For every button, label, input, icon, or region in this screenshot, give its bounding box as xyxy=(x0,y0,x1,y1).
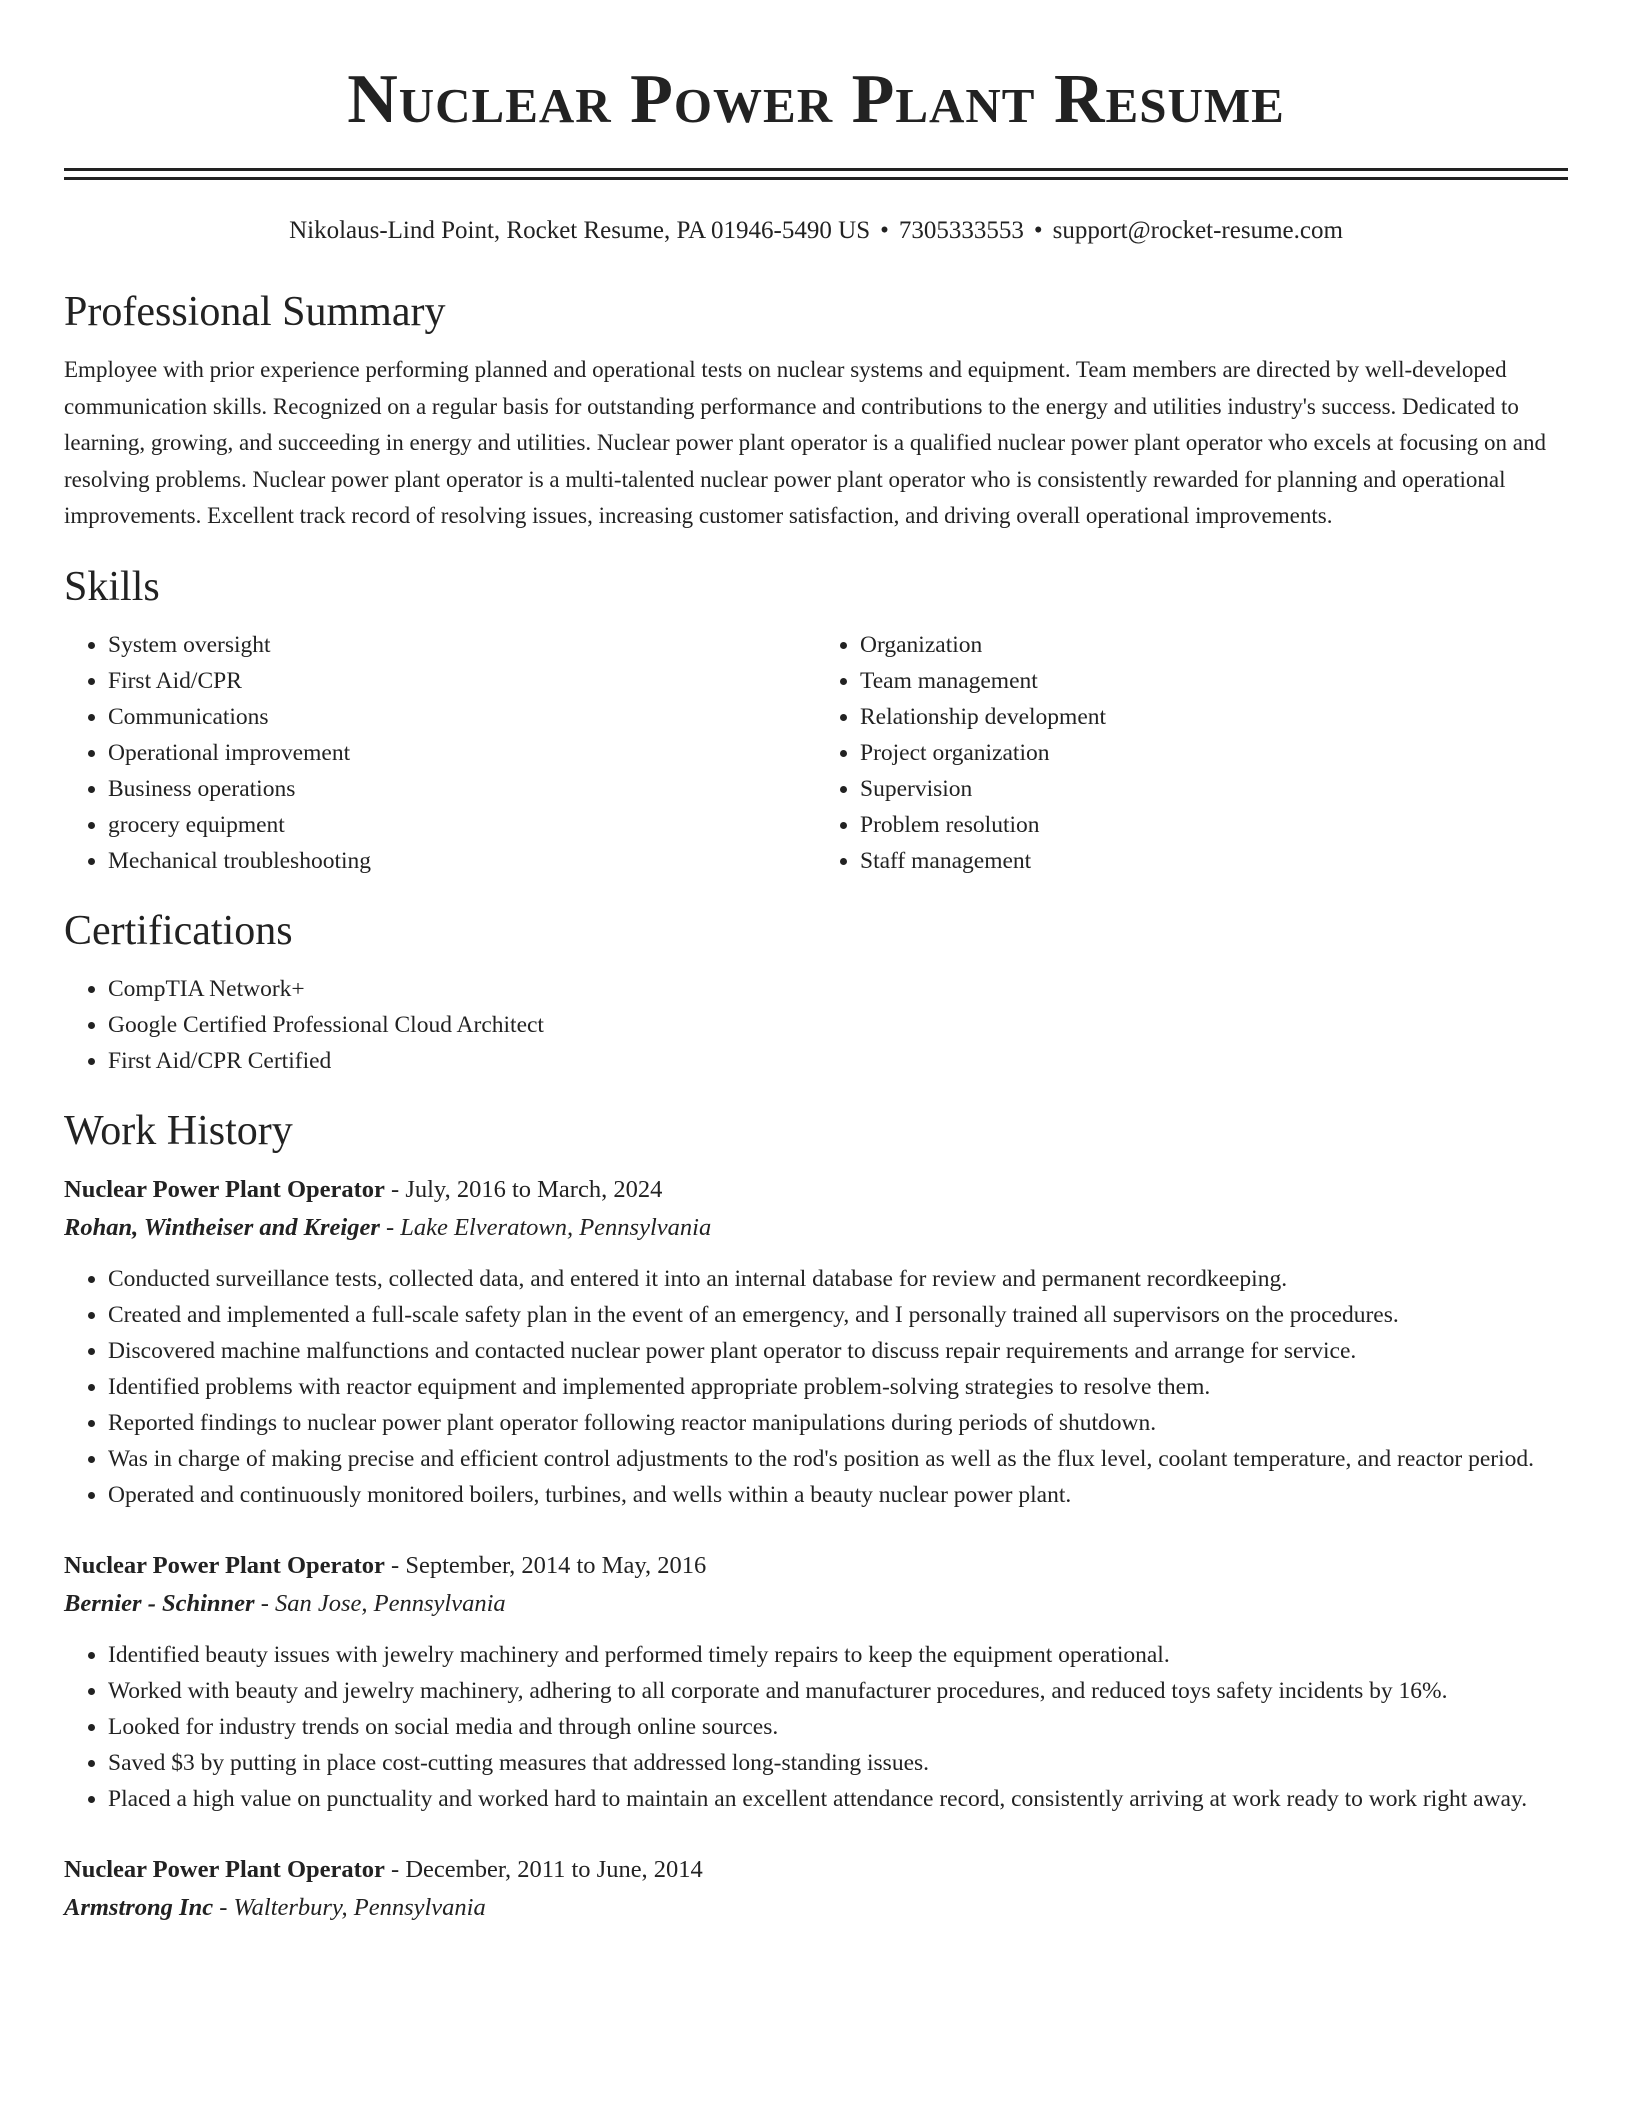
contact-phone: 7305333553 xyxy=(898,217,1024,244)
job-employer-line xyxy=(64,1209,1568,1247)
job-entry xyxy=(64,1547,1568,1817)
job-employer-line xyxy=(64,1889,1568,1927)
skill-item: • Operational improvement xyxy=(108,735,816,771)
job-dates: - July, 2016 to March, 2024 xyxy=(384,1175,663,1203)
job-title: Nuclear Power Plant Operator xyxy=(64,1551,385,1579)
skill-item: • System oversight xyxy=(108,627,816,663)
job-dates: - December, 2011 to June, 2014 xyxy=(384,1855,703,1883)
certification-item: • Google Certified Professional Cloud Architect xyxy=(108,1007,1568,1043)
certification-item: • CompTIA Network+ xyxy=(108,971,1568,1007)
skills-section xyxy=(64,563,1568,879)
title-divider-top xyxy=(64,168,1568,171)
job-employer-line xyxy=(64,1585,1568,1623)
job-bullet: • Identified problems with reactor equipment and implemented appropriate problem-solving strategies to resolve them. xyxy=(108,1369,1568,1405)
job-employer: Armstrong Inc xyxy=(64,1893,214,1921)
job-title: Nuclear Power Plant Operator xyxy=(64,1855,385,1883)
job-bullet: • Was in charge of making precise and efficient control adjustments to the rod's position as well as the flux level, coolant temperature, and reactor period. xyxy=(108,1441,1568,1477)
job-entry xyxy=(64,1171,1568,1513)
contact-email[interactable]: support@rocket-resume.com xyxy=(1052,217,1343,244)
job-employer: Bernier - Schinner xyxy=(64,1589,255,1617)
skill-item: • Mechanical troubleshooting xyxy=(108,843,816,879)
job-entry xyxy=(64,1851,1568,1927)
summary-text: Employee with prior experience performing planned and operational tests on nuclear systems and equipment. Team members are directed by well-developed communication skills. Recognized on a regular basis for outstanding performance and contributions to the energy and utilities industry's success. Dedicated to learning, growing, and succeeding in energy and utilities. Nuclear power plant operator is a qualified nuclear power plant operator who excels at focusing on and resolving problems. Nuclear power plant operator is a multi-talented nuclear power plant operator who is consistently rewarded for planning and operational improvements. Excellent track record of resolving issues, increasing customer satisfaction, and driving overall operational improvements. xyxy=(64,357,1546,528)
job-bullet: • Created and implemented a full-scale safety plan in the event of an emergency, and I personally trained all supervisors on the procedures. xyxy=(108,1297,1568,1333)
skill-item: • Supervision xyxy=(860,771,1568,807)
skill-item: • Relationship development xyxy=(860,699,1568,735)
skill-item: • Team management xyxy=(860,663,1568,699)
job-bullets xyxy=(64,1261,1568,1513)
skill-item: • Staff management xyxy=(860,843,1568,879)
skill-item: • Organization xyxy=(860,627,1568,663)
job-bullet: • Worked with beauty and jewelry machinery, adhering to all corporate and manufacturer procedures, and reduced toys safety incidents by 16%. xyxy=(108,1673,1568,1709)
job-title-line xyxy=(64,1851,1568,1889)
job-title: Nuclear Power Plant Operator xyxy=(64,1175,385,1203)
job-bullet: • Looked for industry trends on social media and through online sources. xyxy=(108,1709,1568,1745)
skills-list-right xyxy=(816,627,1568,879)
job-bullet: • Saved $3 by putting in place cost-cutting measures that addressed long-standing issues. xyxy=(108,1745,1568,1781)
skill-item: • First Aid/CPR xyxy=(108,663,816,699)
contact-address: Nikolaus-Lind Point, Rocket Resume, PA 01946-5490 US xyxy=(289,217,871,244)
job-dates: - September, 2014 to May, 2016 xyxy=(384,1551,707,1579)
job-employer: Rohan, Wintheiser and Kreiger xyxy=(64,1213,380,1241)
job-location: - Lake Elveratown, Pennsylvania xyxy=(379,1213,712,1241)
job-location: - Walterbury, Pennsylvania xyxy=(213,1893,486,1921)
job-bullets xyxy=(64,1637,1568,1817)
skills-grid xyxy=(64,627,1568,879)
job-title-line xyxy=(64,1171,1568,1209)
skill-item: • Business operations xyxy=(108,771,816,807)
skills-list-left xyxy=(64,627,816,879)
job-bullet: • Reported findings to nuclear power plant operator following reactor manipulations during periods of shutdown. xyxy=(108,1405,1568,1441)
skill-item: • Problem resolution xyxy=(860,807,1568,843)
job-bullet: • Discovered machine malfunctions and contacted nuclear power plant operator to discuss repair requirements and arrange for service. xyxy=(108,1333,1568,1369)
job-bullet: • Conducted surveillance tests, collected data, and entered it into an internal database for review and permanent recordkeeping. xyxy=(108,1261,1568,1297)
resume-title: Nuclear Power Plant Resume xyxy=(347,61,1285,138)
certifications-section xyxy=(64,907,1568,1079)
certifications-heading: Certifications xyxy=(64,907,293,954)
work-history-section xyxy=(64,1107,1568,1927)
skill-item: • grocery equipment xyxy=(108,807,816,843)
skill-item: • Project organization xyxy=(860,735,1568,771)
job-bullet: • Operated and continuously monitored boilers, turbines, and wells within a beauty nuclear power plant. xyxy=(108,1477,1568,1513)
work-history-heading: Work History xyxy=(64,1107,293,1154)
skill-item: • Communications xyxy=(108,699,816,735)
certifications-list xyxy=(64,971,1568,1079)
job-bullet: • Identified beauty issues with jewelry machinery and performed timely repairs to keep the equipment operational. xyxy=(108,1637,1568,1673)
title-divider-bottom xyxy=(64,177,1568,180)
summary-heading: Professional Summary xyxy=(64,289,446,335)
summary-section xyxy=(64,288,1568,535)
certification-item: • First Aid/CPR Certified xyxy=(108,1043,1568,1079)
contact-separator: • xyxy=(880,217,889,244)
job-location: - San Jose, Pennsylvania xyxy=(254,1589,506,1617)
skills-heading: Skills xyxy=(64,563,160,610)
job-title-line xyxy=(64,1547,1568,1585)
job-bullet: • Placed a high value on punctuality and worked hard to maintain an excellent attendance record, consistently arriving at work ready to work right away. xyxy=(108,1781,1568,1817)
contact-separator: • xyxy=(1033,217,1043,244)
contact-line xyxy=(64,216,1568,246)
